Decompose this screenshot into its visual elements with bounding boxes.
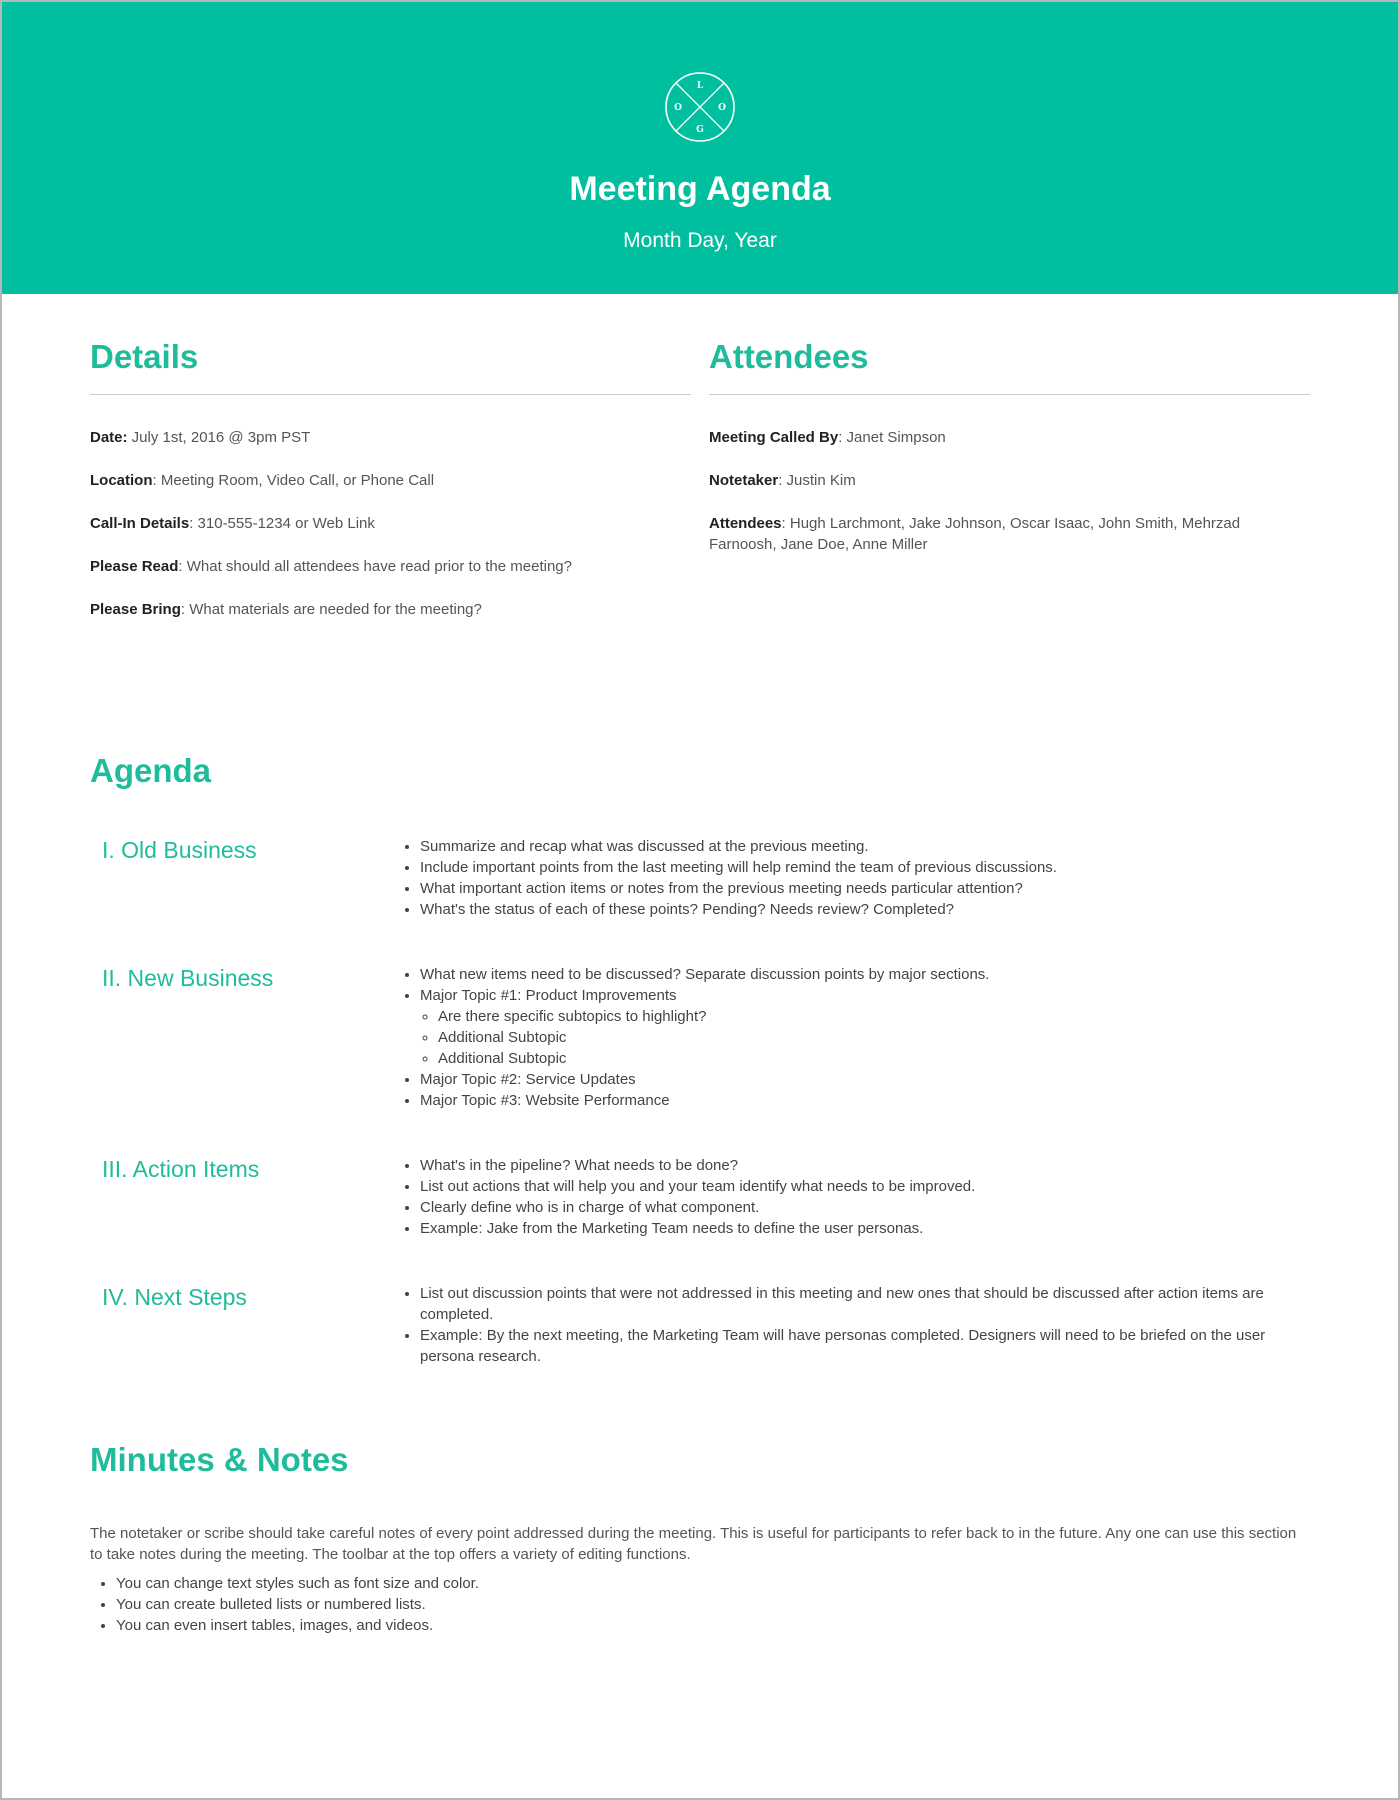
attendee-list: Attendees: Hugh Larchmont, Jake Johnson, Oscar Isaac, John Smith, Mehrzad Farnoosh, Jane Doe, Anne Miller bbox=[709, 515, 1241, 553]
list-item: • What's in the pipeline? What needs to be done? bbox=[420, 1155, 1310, 1176]
list-item: • You can create bulleted lists or numbered lists. bbox=[116, 1594, 1310, 1615]
details-attendees-row bbox=[90, 338, 1310, 642]
list-item: ◦ Are there specific subtopics to highlight? bbox=[438, 1006, 1310, 1027]
attendees-section bbox=[709, 338, 1310, 642]
agenda-points-list bbox=[398, 1283, 1310, 1367]
agenda-section-title: II. New Business bbox=[102, 965, 274, 991]
agenda-section-title: III. Action Items bbox=[102, 1156, 260, 1182]
logo-emblem-icon bbox=[663, 70, 737, 144]
agenda-heading: Agenda bbox=[90, 752, 212, 789]
page-date: Month Day, Year bbox=[623, 229, 777, 252]
minutes-heading: Minutes & Notes bbox=[90, 1441, 349, 1478]
agenda-old-business bbox=[90, 836, 1310, 920]
agenda-new-business bbox=[90, 964, 1310, 1111]
detail-location: Location: Meeting Room, Video Call, or Phone Call bbox=[90, 472, 435, 489]
attendees-divider bbox=[709, 394, 1310, 395]
logo bbox=[2, 2, 1398, 144]
agenda-action-items bbox=[90, 1155, 1310, 1239]
logo-letter-bottom: G bbox=[696, 125, 704, 135]
detail-please-bring: Please Bring: What materials are needed for the meeting? bbox=[90, 601, 482, 618]
agenda-section-title: IV. Next Steps bbox=[102, 1284, 247, 1310]
list-item: • Major Topic #2: Service Updates bbox=[420, 1069, 1310, 1090]
logo-letter-top: L bbox=[696, 81, 704, 91]
details-divider bbox=[90, 394, 691, 395]
detail-call-in: Call-In Details: 310-555-1234 or Web Link bbox=[90, 515, 375, 532]
list-item: • What new items need to be discussed? Separate discussion points by major sections. bbox=[420, 964, 1310, 985]
logo-letter-left: O bbox=[674, 103, 682, 113]
logo-letter-right: O bbox=[718, 103, 726, 113]
agenda-points-list bbox=[398, 836, 1310, 920]
list-item: • Clearly define who is in charge of what component. bbox=[420, 1197, 1310, 1218]
header-banner bbox=[2, 2, 1398, 294]
minutes-paragraph: The notetaker or scribe should take careful notes of every point addressed during the meeting. This is useful for participants to refer back to in the future. Any one can use this section to take notes during the meeting. The toolbar at the top offers a variety of editing functions. bbox=[90, 1525, 1297, 1563]
detail-date: Date: July 1st, 2016 @ 3pm PST bbox=[90, 429, 311, 446]
details-section bbox=[90, 338, 691, 642]
agenda-points-list bbox=[398, 1155, 1310, 1239]
attendee-notetaker: Notetaker: Justin Kim bbox=[709, 472, 856, 489]
list-item: • Include important points from the last meeting will help remind the team of previous discussions. bbox=[420, 857, 1310, 878]
list-item: • What important action items or notes from the previous meeting needs particular attention? bbox=[420, 878, 1310, 899]
attendees-heading: Attendees bbox=[709, 338, 869, 375]
list-item: • Example: Jake from the Marketing Team needs to define the user personas. bbox=[420, 1218, 1310, 1239]
list-item: • Major Topic #3: Website Performance bbox=[420, 1090, 1310, 1111]
list-item: • List out actions that will help you and your team identify what needs to be improved. bbox=[420, 1176, 1310, 1197]
list-item: • List out discussion points that were not addressed in this meeting and new ones that should be discussed after action items are completed. bbox=[420, 1283, 1310, 1325]
details-heading: Details bbox=[90, 338, 199, 375]
agenda-section-title: I. Old Business bbox=[102, 837, 257, 863]
list-item: • You can change text styles such as font size and color. bbox=[116, 1573, 1310, 1594]
list-item: • Major Topic #1: Product Improvements ◦ Are there specific subtopics to highlight? ◦ Additional Subtopic ◦ Additional Subtopic bbox=[420, 985, 1310, 1069]
list-item: ◦ Additional Subtopic bbox=[438, 1027, 1310, 1048]
list-item: • You can even insert tables, images, and videos. bbox=[116, 1615, 1310, 1636]
attendee-called-by: Meeting Called By: Janet Simpson bbox=[709, 429, 946, 446]
list-item: • What's the status of each of these points? Pending? Needs review? Completed? bbox=[420, 899, 1310, 920]
agenda-next-steps bbox=[90, 1283, 1310, 1367]
list-item: • Example: By the next meeting, the Marketing Team will have personas completed. Designers will need to be briefed on the user persona research. bbox=[420, 1325, 1310, 1367]
minutes-list bbox=[90, 1573, 1310, 1636]
page-title: Meeting Agenda bbox=[569, 170, 831, 208]
document-body bbox=[2, 338, 1398, 1636]
detail-please-read: Please Read: What should all attendees have read prior to the meeting? bbox=[90, 558, 572, 575]
list-item: ◦ Additional Subtopic bbox=[438, 1048, 1310, 1069]
agenda-points-list bbox=[398, 964, 1310, 1111]
list-item: • Summarize and recap what was discussed at the previous meeting. bbox=[420, 836, 1310, 857]
subtopic-list bbox=[420, 1006, 1310, 1069]
